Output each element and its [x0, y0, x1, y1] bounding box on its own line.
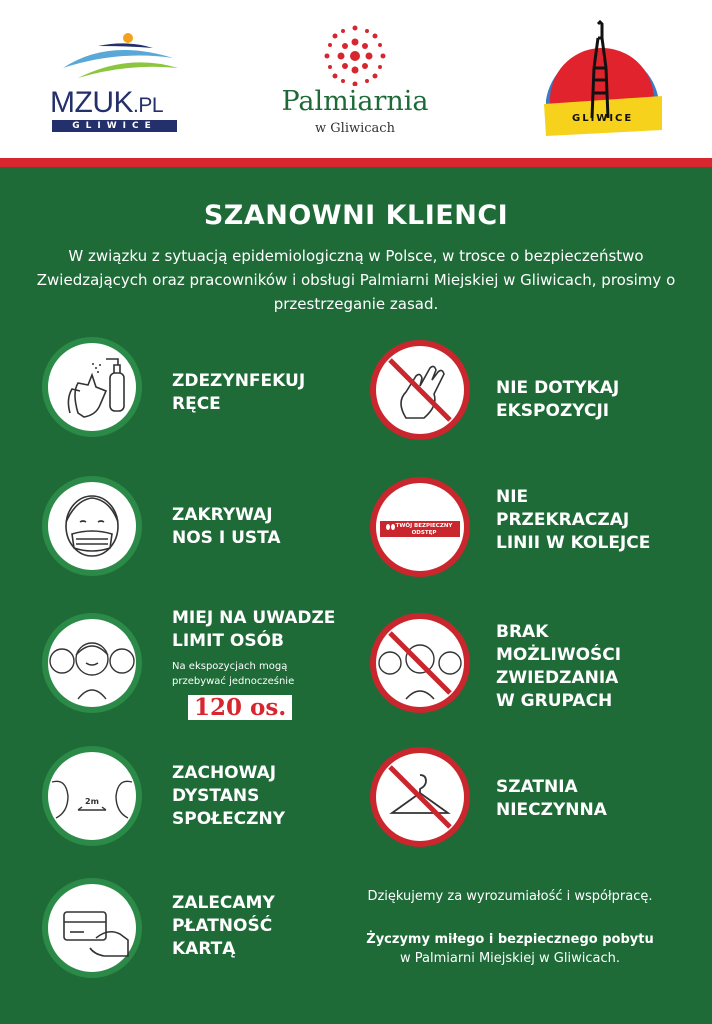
rule-distance-label: ZACHOWAJ DYSTANS SPOŁECZNY [172, 763, 286, 829]
rule-cloakroom-label: SZATNIA NIECZYNNA [496, 777, 607, 820]
face-mask-icon [42, 476, 142, 576]
rule-no-touch-label: NIE DOTYKAJ EKSPOZYCJI [496, 378, 620, 421]
rule-limit-label: MIEJ NA UWADZE LIMIT OSÓB [172, 608, 336, 651]
mzuk-city: GLIWICE [52, 120, 177, 132]
queue-line-icon [370, 477, 470, 577]
svg-text:ODSTĘP: ODSTĘP [411, 530, 437, 536]
rule-card-label: ZALECAMY PŁATNOŚĆ KARTĄ [172, 893, 275, 959]
palmiarnia-subtitle: w Gliwicach [315, 121, 395, 136]
card-payment-icon [42, 878, 142, 978]
no-touch-icon [370, 340, 470, 440]
no-cloakroom-icon [370, 747, 470, 847]
page-title: SZANOWNI KLIENCI [203, 200, 509, 231]
no-groups-icon [370, 613, 470, 713]
thanks-text: Dziękujemy za wyrozumiałość i współpracę. [367, 889, 653, 904]
wish-text: Życzymy miłego i bezpiecznego pobytu w Palmiarni Miejskiej w Gliwicach. [366, 932, 654, 966]
palmiarnia-name: Palmiarnia [281, 86, 429, 117]
rule-mask-label: ZAKRYWAJ NOS I USTA [172, 505, 281, 548]
svg-text:2m: 2m [85, 797, 99, 806]
rule-sanitize-label: ZDEZYNFEKUJ RĘCE [172, 371, 306, 414]
header-divider [0, 158, 712, 167]
hand-sanitizer-icon [42, 337, 142, 437]
rule-no-groups-label: BRAK MOŻLIWOŚCI ZWIEDZANIA W GRUPACH [496, 622, 622, 711]
people-group-icon [42, 613, 142, 713]
visitor-limit: 120 os. [188, 695, 292, 720]
rule-queue-label: NIE PRZEKRACZAJ LINII W KOLEJCE [496, 487, 651, 553]
palmiarnia-dots-icon [315, 22, 395, 86]
social-distance-icon [42, 746, 142, 846]
gliwice-tower-icon [540, 18, 665, 143]
mzuk-text: MZUK.PL [50, 86, 164, 119]
svg-text:TWÓJ BEZPIECZNY: TWÓJ BEZPIECZNY [395, 523, 453, 529]
rule-limit-note: Na ekspozycjach mogą przebywać jednocześnie [172, 661, 295, 687]
intro-text: W związku z sytuacją epidemiologiczną w Polsce, w trosce o bezpieczeństwo Zwiedzających oraz pracowników i obsługi Palmiarni Miejskiej w Gliwicach, prosimy o przestrzeganie zasad. [36, 247, 676, 313]
gliwice-label: GLIWICE [572, 113, 634, 124]
